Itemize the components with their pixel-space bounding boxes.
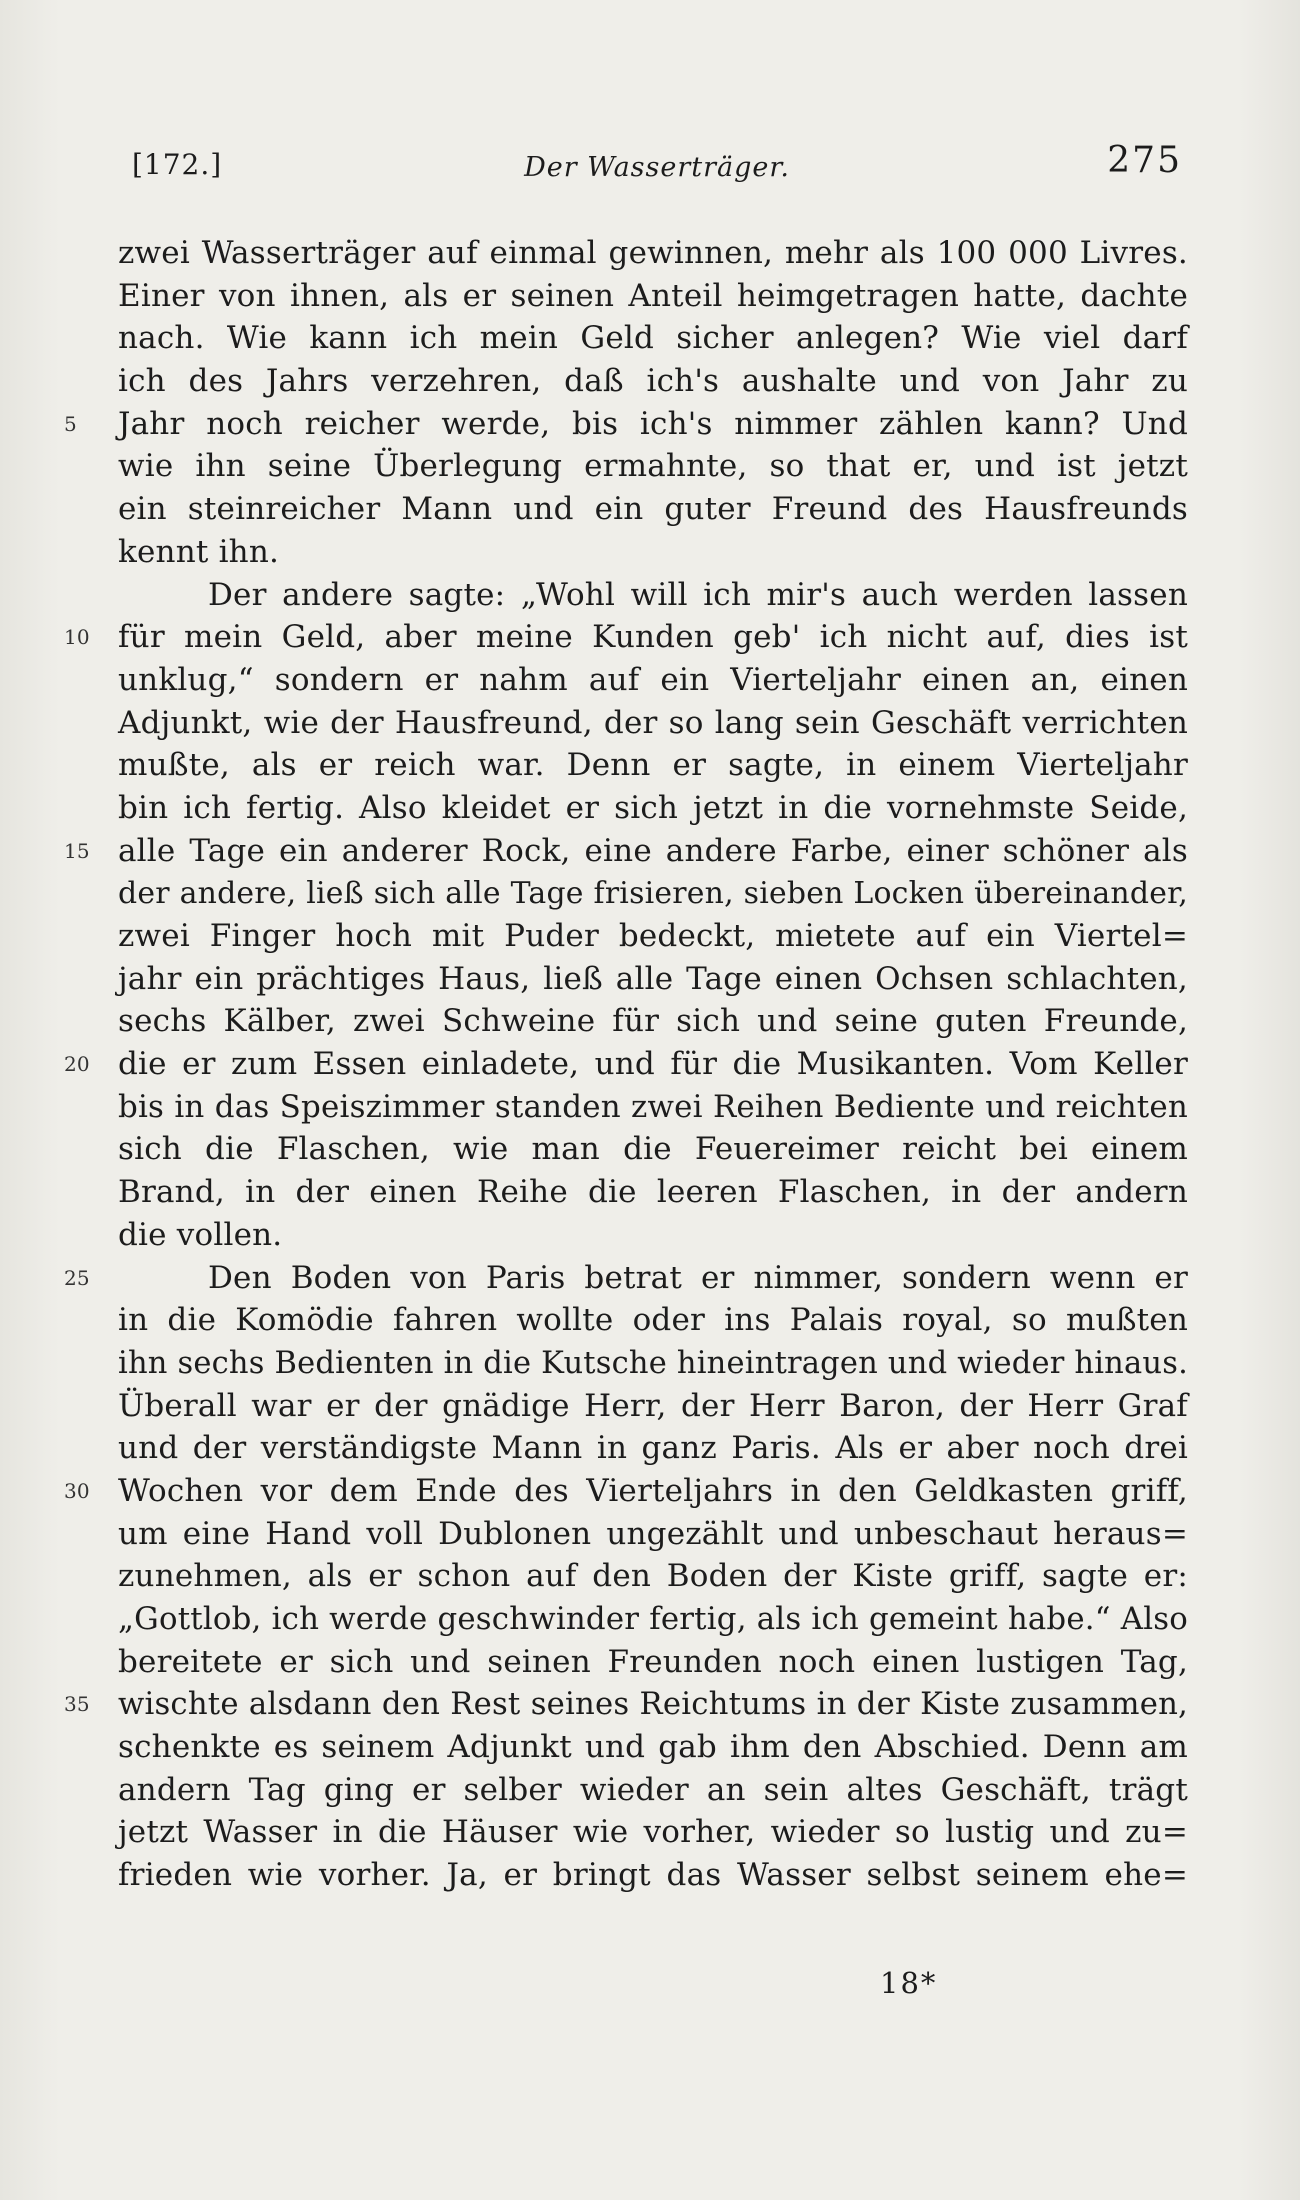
line-text: jetzt Wasser in die Häuser wie vorher, wieder so lustig und zu= <box>118 1814 1188 1851</box>
line-text: Einer von ihnen, als er seinen Anteil heimgetragen hatte, dachte <box>118 277 1188 314</box>
line-text: Überall war er der gnädige Herr, der Herr Baron, der Herr Graf <box>118 1387 1188 1424</box>
line-text: wischte alsdann den Rest seines Reichtums in der Kiste zusammen, <box>118 1687 1188 1723</box>
line-text: bereitete er sich und seinen Freunden noch einen lustigen Tag, <box>118 1643 1188 1680</box>
text-line <box>118 1811 1188 1854</box>
line-text: mußte, als er reich war. Denn er sagte, in einem Vierteljahr <box>118 747 1188 784</box>
text-line <box>118 1128 1188 1171</box>
text-line <box>118 1299 1188 1342</box>
text-line <box>118 872 1188 915</box>
line-number: 25 <box>64 1265 90 1290</box>
line-text: ich des Jahrs verzehren, daß ich's aushalte und von Jahr zu <box>118 363 1188 400</box>
line-text: Wochen vor dem Ende des Vierteljahrs in den Geldkasten griff, <box>118 1472 1188 1509</box>
text-line <box>118 1427 1188 1470</box>
text-line <box>118 232 1188 275</box>
line-text: wie ihn seine Überlegung ermahnte, so that er, und ist jetzt <box>118 448 1188 485</box>
text-line <box>118 702 1188 745</box>
line-text: Adjunkt, wie der Hausfreund, der so lang sein Geschäft verrichten <box>118 704 1188 741</box>
line-text: für mein Geld, aber meine Kunden geb' ich nicht auf, dies ist <box>118 619 1188 656</box>
text-line <box>118 574 1188 617</box>
text-line <box>118 1513 1188 1556</box>
line-text: sechs Kälber, zwei Schweine für sich und seine guten Freunde, <box>118 1003 1188 1040</box>
text-line <box>118 1726 1188 1769</box>
line-text: „Gottlob, ich werde geschwinder fertig, als ich gemeint habe.“ Also <box>118 1601 1188 1637</box>
line-text: die er zum Essen einladete, und für die Musikanten. Vom Keller <box>118 1046 1188 1083</box>
text-line <box>118 275 1188 318</box>
text-line <box>118 1769 1188 1812</box>
text-line <box>64 1683 1188 1726</box>
text-line <box>64 616 1188 659</box>
text-line <box>64 403 1188 446</box>
line-text: andern Tag ging er selber wieder an sein altes Geschäft, trägt <box>118 1771 1188 1808</box>
line-text: zunehmen, als er schon auf den Boden der Kiste griff, sagte er: <box>118 1558 1188 1595</box>
text-line <box>118 1000 1188 1043</box>
bracket-page-number: [172.] <box>132 148 223 181</box>
text-line <box>118 445 1188 488</box>
text-line <box>64 1470 1188 1513</box>
text-line <box>118 1598 1188 1641</box>
text-line <box>118 1385 1188 1428</box>
line-text: zwei Wasserträger auf einmal gewinnen, mehr als 100 000 Livres. <box>118 235 1188 271</box>
line-text: der andere, ließ sich alle Tage frisieren, sieben Locken übereinander, <box>118 876 1188 912</box>
line-text: frieden wie vorher. Ja, er bringt das Wasser selbst seinem ehe= <box>118 1857 1188 1894</box>
body-text <box>64 232 1188 1897</box>
text-line <box>118 659 1188 702</box>
line-text: um eine Hand voll Dublonen ungezählt und unbeschaut heraus= <box>118 1515 1188 1552</box>
line-text: Der andere sagte: „Wohl will ich mir's auch werden lassen <box>208 576 1188 613</box>
line-text: bin ich fertig. Also kleidet er sich jetzt in die vornehmste Seide, <box>118 789 1188 826</box>
line-number: 20 <box>64 1052 90 1077</box>
line-text: schenkte es seinem Adjunkt und gab ihm den Abschied. Denn am <box>118 1729 1188 1766</box>
line-number: 10 <box>64 625 90 650</box>
line-text: unklug,“ sondern er nahm auf ein Vierteljahr einen an, einen <box>118 661 1188 698</box>
text-line <box>118 1555 1188 1598</box>
line-text: und der verständigste Mann in ganz Paris. Als er aber noch drei <box>118 1430 1188 1467</box>
text-line <box>64 1257 1188 1300</box>
text-line <box>118 1086 1188 1129</box>
line-text: nach. Wie kann ich mein Geld sicher anlegen? Wie viel darf <box>118 320 1188 357</box>
text-line <box>118 958 1188 1001</box>
line-text: ihn sechs Bedienten in die Kutsche hineintragen und wieder hinaus. <box>118 1345 1188 1381</box>
text-line <box>118 1342 1188 1385</box>
text-line <box>118 744 1188 787</box>
line-number: 35 <box>64 1692 90 1717</box>
text-line <box>118 488 1188 531</box>
text-line <box>118 1171 1188 1214</box>
text-line <box>64 830 1188 873</box>
line-text: jahr ein prächtiges Haus, ließ alle Tage einen Ochsen schlachten, <box>118 960 1188 997</box>
running-title: Der Wasserträger. <box>524 152 790 183</box>
text-line <box>118 915 1188 958</box>
text-line <box>118 1854 1188 1897</box>
line-text: die vollen. <box>118 1216 283 1253</box>
line-number: 30 <box>64 1478 90 1503</box>
line-text: kennt ihn. <box>118 533 280 570</box>
line-text: Den Boden von Paris betrat er nimmer, sondern wenn er <box>208 1259 1188 1296</box>
text-line <box>118 787 1188 830</box>
text-line <box>64 1043 1188 1086</box>
page-number: 275 <box>1107 140 1182 181</box>
line-text: Jahr noch reicher werde, bis ich's nimmer zählen kann? Und <box>118 405 1188 442</box>
line-text: in die Komödie fahren wollte oder ins Palais royal, so mußten <box>118 1302 1188 1339</box>
text-line <box>118 360 1188 403</box>
text-line <box>118 1214 1188 1257</box>
text-line <box>118 1641 1188 1684</box>
line-text: bis in das Speiszimmer standen zwei Reihen Bediente und reichten <box>118 1088 1188 1125</box>
line-number: 15 <box>64 838 90 863</box>
line-text: Brand, in der einen Reihe die leeren Flaschen, in der andern <box>118 1174 1188 1211</box>
printer-signature-mark: 18* <box>880 1966 938 2000</box>
line-text: sich die Flaschen, wie man die Feuereimer reicht bei einem <box>118 1131 1188 1168</box>
line-text: alle Tage ein anderer Rock, eine andere Farbe, einer schöner als <box>118 832 1188 869</box>
running-head <box>132 140 1182 190</box>
line-text: ein steinreicher Mann und ein guter Freund des Hausfreunds <box>118 491 1188 528</box>
line-number: 5 <box>64 411 77 436</box>
text-line <box>118 317 1188 360</box>
line-text: zwei Finger hoch mit Puder bedeckt, mietete auf ein Viertel= <box>118 918 1188 954</box>
text-line <box>118 531 1188 574</box>
